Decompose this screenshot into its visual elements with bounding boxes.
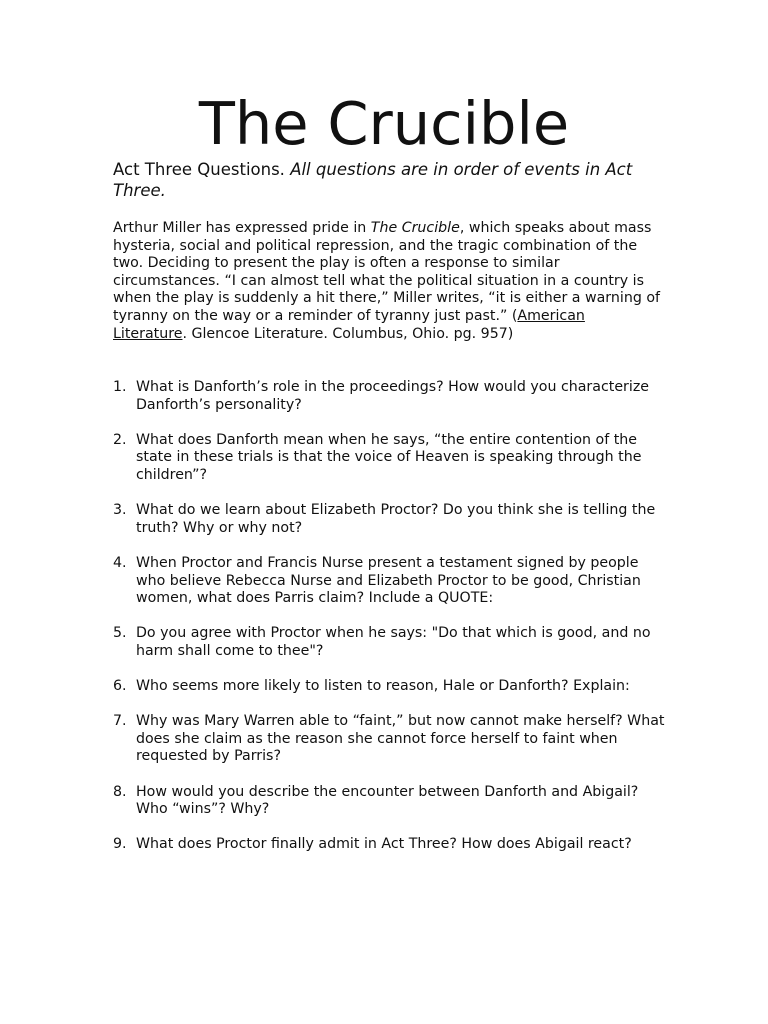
- subtitle-italic: All questions are in order of events in Act Three.: [113, 160, 633, 200]
- question-text: What do we learn about Elizabeth Proctor? Do you think she is telling the truth? Why or why not?: [136, 502, 656, 536]
- document-subtitle: [113, 159, 653, 201]
- question-item: [113, 555, 665, 608]
- question-number: 1.: [113, 379, 127, 395]
- document-title: The Crucible: [198, 89, 570, 158]
- question-text: Do you agree with Proctor when he says: "Do that which is good, and no harm shall come to thee"?: [136, 625, 651, 659]
- question-text: Why was Mary Warren able to “faint,” but now cannot make herself? What does she claim as the reason she cannot force herself to faint when requested by Parris?: [136, 713, 665, 765]
- question-item: [113, 836, 665, 854]
- question-item: [113, 784, 665, 819]
- question-number: 6.: [113, 678, 127, 695]
- question-list: [113, 379, 665, 872]
- question-text: What is Danforth’s role in the proceedings? How would you characterize Danforth’s personality?: [136, 379, 650, 413]
- question-item: [113, 379, 665, 414]
- question-number: 7.: [113, 713, 127, 730]
- question-item: [113, 678, 665, 696]
- intro-play-title: The Crucible: [370, 220, 460, 236]
- question-number: 8.: [113, 783, 127, 800]
- question-number: 3.: [113, 502, 127, 519]
- question-number: 4.: [113, 554, 127, 571]
- question-item: [113, 713, 665, 766]
- question-text: What does Danforth mean when he says, “the entire contention of the state in these trials is that the voice of Heaven is speaking through the children”?: [136, 431, 642, 483]
- question-item: [113, 432, 665, 485]
- question-item: [113, 502, 665, 537]
- intro-paragraph: [113, 220, 661, 343]
- question-text: When Proctor and Francis Nurse present a testament signed by people who believe Rebecca Nurse and Elizabeth Proctor to be good, Christian women, what does Parris claim? Include a QUOTE:: [136, 554, 641, 607]
- question-item: [113, 625, 665, 660]
- question-text: How would you describe the encounter between Danforth and Abigail? Who “wins”? Why?: [136, 783, 639, 818]
- question-text: Who seems more likely to listen to reason, Hale or Danforth? Explain:: [136, 678, 630, 695]
- intro-part3: . Glencoe Literature. Columbus, Ohio. pg. 957): [182, 325, 514, 342]
- question-text: What does Proctor finally admit in Act Three? How does Abigail react?: [136, 836, 632, 853]
- question-number: 5.: [113, 625, 127, 642]
- subtitle-lead: Act Three Questions.: [113, 160, 285, 179]
- intro-part1: Arthur Miller has expressed pride in: [113, 220, 367, 236]
- question-number: 9.: [113, 836, 127, 853]
- question-number: 2.: [113, 431, 127, 448]
- intro-part2: , which speaks about mass hysteria, social and political repression, and the tragic combination of the two. Deciding to present the play is often a response to similar circumstances. “I can almost tell what the political situation in a country is when the play is suddenly a hit there,” Miller writes, “it is either a warning of tyranny on the way or a reminder of tyranny just past.” (: [113, 220, 661, 324]
- intro-source: American Literature: [113, 307, 585, 342]
